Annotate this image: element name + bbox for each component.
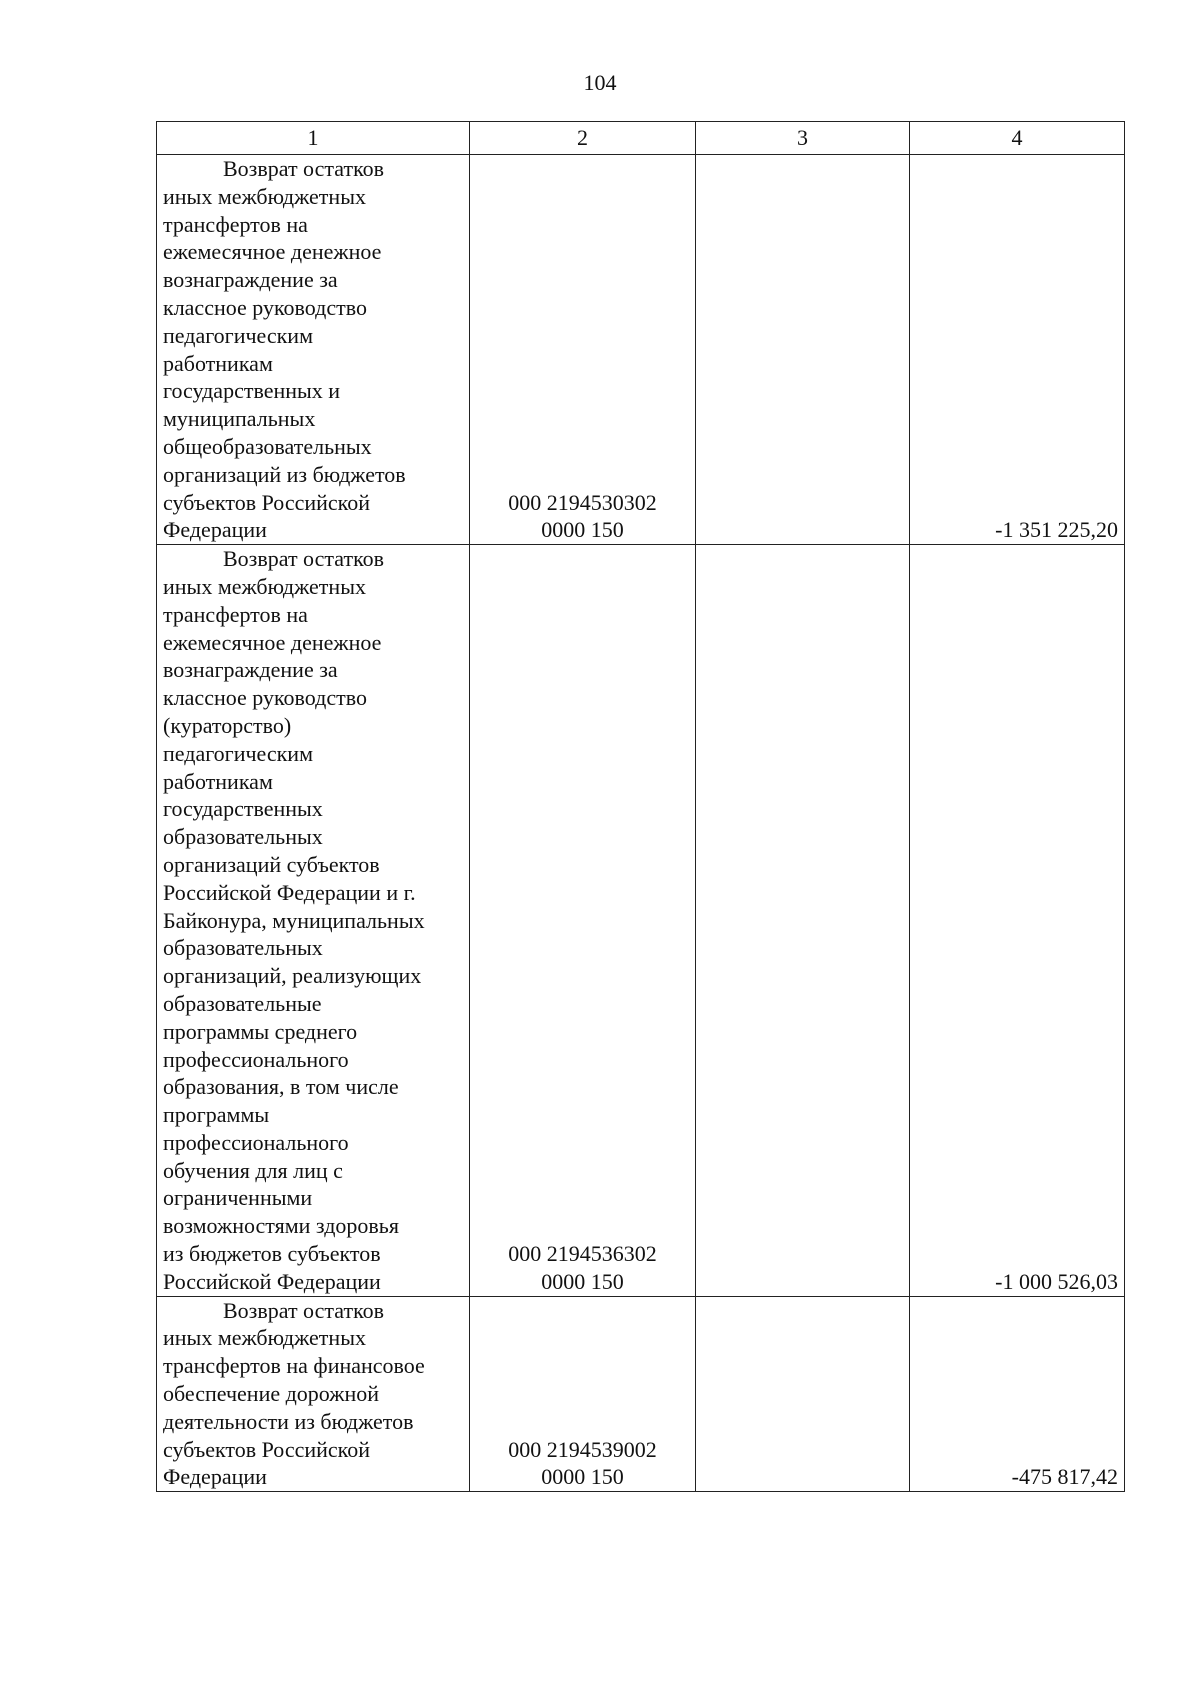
description-line: трансфертов на финансовое	[163, 1353, 425, 1379]
description-line: работникам	[163, 350, 273, 376]
description-line: Федерации	[163, 517, 267, 543]
description-line: возможностями здоровья	[163, 1213, 399, 1239]
description-line: образовательных	[163, 935, 323, 961]
table-row	[157, 155, 1125, 545]
row-column-3	[696, 155, 910, 545]
description-line: образовательных	[163, 824, 323, 850]
row-column-3	[696, 1296, 910, 1492]
description-line: образовательные	[163, 990, 322, 1016]
description-line: классное руководство	[163, 685, 367, 711]
description-line: классное руководство	[163, 294, 367, 320]
table-row	[157, 545, 1125, 1297]
description-line: деятельности из бюджетов	[163, 1408, 414, 1434]
budget-code-line: 000 2194536302	[508, 1241, 657, 1267]
description-line: педагогическим	[163, 740, 314, 766]
budget-code-line: 0000 150	[541, 1268, 624, 1294]
description-line: педагогическим	[163, 322, 314, 348]
row-column-3	[696, 545, 910, 1297]
description-line: организаций субъектов	[163, 851, 380, 877]
description-line: Возврат остатков	[223, 546, 385, 572]
table-row	[157, 1296, 1125, 1492]
row-amount: -475 817,42	[910, 1296, 1125, 1492]
description-line: профессионального	[163, 1129, 349, 1155]
description-line: Возврат остатков	[223, 1297, 385, 1323]
column-header-1: 1	[157, 122, 470, 155]
description-line: Российской Федерации	[163, 1268, 381, 1294]
description-line: Байконура, муниципальных	[163, 907, 425, 933]
description-line: общеобразовательных	[163, 433, 372, 459]
description-line: иных межбюджетных	[163, 573, 366, 599]
row-budget-code	[470, 545, 696, 1297]
description-line: государственных и	[163, 378, 341, 404]
budget-code-line: 000 2194530302	[508, 489, 657, 515]
row-amount: -1 351 225,20	[910, 155, 1125, 545]
description-line: Российской Федерации и г.	[163, 879, 416, 905]
description-line: профессионального	[163, 1046, 349, 1072]
description-line: Федерации	[163, 1464, 267, 1490]
description-line: трансфертов на	[163, 601, 308, 627]
description-line: ограниченными	[163, 1185, 313, 1211]
description-line: работникам	[163, 768, 273, 794]
budget-code-line: 000 2194539002	[508, 1436, 657, 1462]
description-line: субъектов Российской	[163, 489, 371, 515]
description-line: ежемесячное денежное	[163, 239, 382, 265]
description-line: из бюджетов субъектов	[163, 1241, 381, 1267]
budget-code-line: 0000 150	[541, 1464, 624, 1490]
row-description	[157, 155, 470, 545]
description-line: Возврат остатков	[223, 156, 385, 181]
budget-table	[156, 121, 1125, 1492]
table-header-row	[157, 122, 1125, 155]
column-header-3: 3	[696, 122, 910, 155]
description-line: обеспечение дорожной	[163, 1381, 380, 1407]
description-line: иных межбюджетных	[163, 1325, 366, 1351]
description-line: трансфертов на	[163, 211, 308, 237]
row-description	[157, 545, 470, 1297]
table-body	[157, 155, 1125, 1492]
description-line: образования, в том числе	[163, 1074, 399, 1100]
description-line: ежемесячное денежное	[163, 629, 382, 655]
description-line: организаций, реализующих	[163, 963, 422, 989]
column-header-2: 2	[470, 122, 696, 155]
row-budget-code	[470, 155, 696, 545]
description-line: обучения для лиц с	[163, 1157, 343, 1183]
description-line: программы	[163, 1102, 270, 1128]
row-amount: -1 000 526,03	[910, 545, 1125, 1297]
description-line: вознаграждение за	[163, 657, 338, 683]
budget-code-line: 0000 150	[541, 517, 624, 543]
description-line: иных межбюджетных	[163, 183, 366, 209]
description-line: субъектов Российской	[163, 1436, 371, 1462]
row-budget-code	[470, 1296, 696, 1492]
description-line: муниципальных	[163, 406, 316, 432]
column-header-4: 4	[910, 122, 1125, 155]
page-number: 104	[583, 70, 617, 95]
description-line: организаций из бюджетов	[163, 461, 406, 487]
row-description	[157, 1296, 470, 1492]
description-line: государственных	[163, 796, 323, 822]
description-line: вознаграждение за	[163, 267, 338, 293]
description-line: программы среднего	[163, 1018, 358, 1044]
description-line: (кураторство)	[163, 712, 292, 738]
